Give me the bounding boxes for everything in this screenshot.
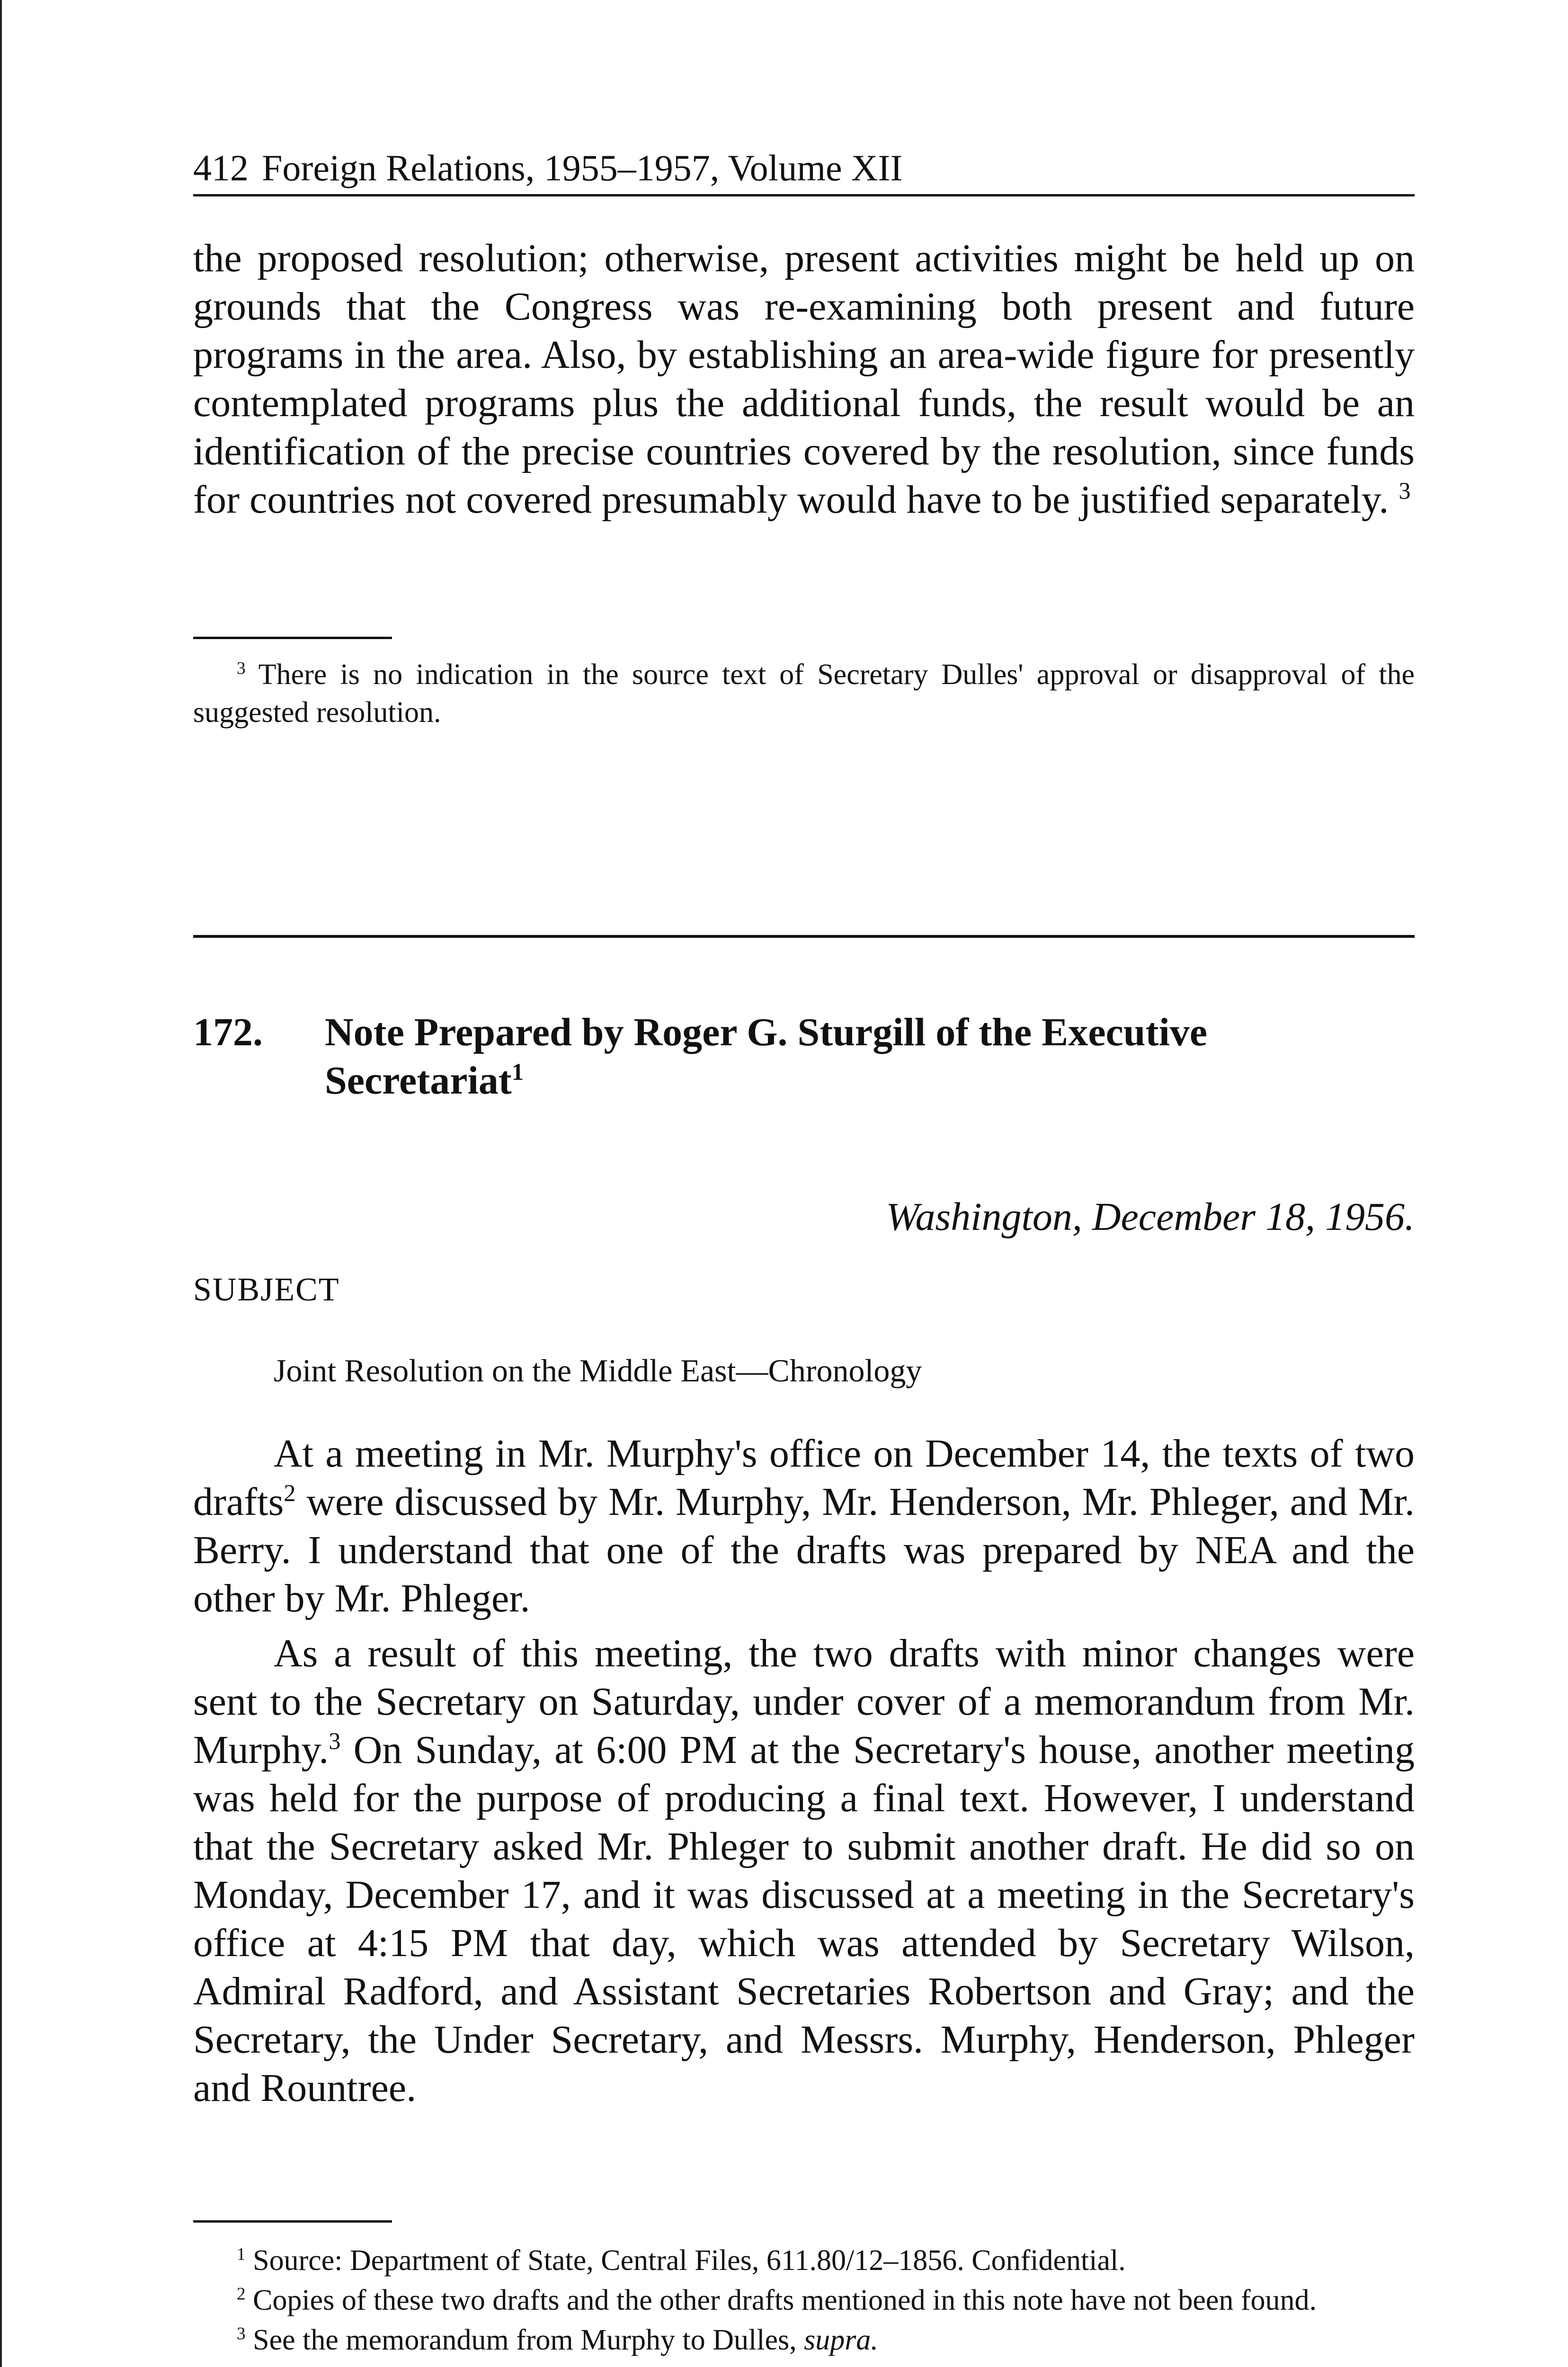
continued-paragraph: the proposed resolution; otherwise, present activities might be held up on grounds that the Congress was re-examining both present and future programs in the area. Also, by establishing an area-wide figure for presently contemplated programs plus the additional funds, the result would be an identification of the precise countries covered by the resolution, since funds for countries not covered presumably would have to be justified separately. $^3$ xyxy=(193,236,1415,522)
footnote-rule xyxy=(193,2220,392,2223)
page-edge-line xyxy=(0,0,2,2367)
running-head-title: Foreign Relations, 1955–1957, Volume XII xyxy=(262,147,903,188)
subject-label: SUBJECT xyxy=(193,1272,340,1308)
footnote-rule xyxy=(193,637,392,639)
running-head xyxy=(193,144,1415,192)
subject-text: Joint Resolution on the Middle East—Chronology xyxy=(274,1353,922,1388)
footnote-ref: 2 xyxy=(284,1480,296,1506)
section-rule xyxy=(193,935,1415,938)
footnote-ref: 3 xyxy=(329,1728,341,1754)
footnote-ref: 3 xyxy=(1399,478,1411,504)
footnote: $^2$ Copies of these two drafts and the other drafts mentioned in this note have not been found. xyxy=(237,2284,1317,2316)
footnote: $^3$ See the memorandum from Murphy to Dulles, supra. xyxy=(237,2324,878,2356)
bottom-footnotes xyxy=(193,2242,1415,2359)
document-body xyxy=(193,1430,1415,2112)
footnote: $^1$ Source: Department of State, Central Files, 611.80/12–1856. Confidential. xyxy=(237,2244,1126,2277)
body-paragraph: At a meeting in Mr. Murphy's office on December 14, the texts of two drafts$^2$ were discussed by Mr. Murphy, Mr. Henderson, Mr. Phleger, and Mr. Berry. I understand that one of the drafts was prepared by NEA and the other by Mr. Phleger. xyxy=(193,1432,1415,1620)
dateline: Washington, December 18, 1956. xyxy=(886,1195,1415,1239)
top-footnotes xyxy=(193,656,1415,731)
document-number: 172. xyxy=(193,1010,263,1054)
page-number: 412 xyxy=(193,147,249,188)
document-title: Note Prepared by Roger G. Sturgill of the Executive Secretariat$^1$ xyxy=(325,1010,1208,1103)
footnote-ref: 1 xyxy=(511,1059,524,1085)
footnote: $^3$ There is no indication in the source text of Secretary Dulles' approval or disapproval of the suggested resolution. xyxy=(193,658,1415,729)
continued-text xyxy=(193,234,1415,524)
running-head-rule xyxy=(193,194,1415,196)
body-paragraph: As a result of this meeting, the two drafts with minor changes were sent to the Secretary on Saturday, under cover of a memorandum from Mr. Murphy.$^3$ On Sunday, at 6:00 PM at the Secretary's house, another meeting was held for the purpose of producing a final text. However, I understand that the Secretary asked Mr. Phleger to submit another draft. He did so on Monday, December 17, and it was discussed at a meeting in the Secretary's office at 4:15 PM that day, which was attended by Secretary Wilson, Admiral Radford, and Assistant Secretaries Robertson and Gray; and the Secretary, the Under Secretary, and Messrs. Murphy, Henderson, Phleger and Rountree. xyxy=(193,1631,1415,2110)
